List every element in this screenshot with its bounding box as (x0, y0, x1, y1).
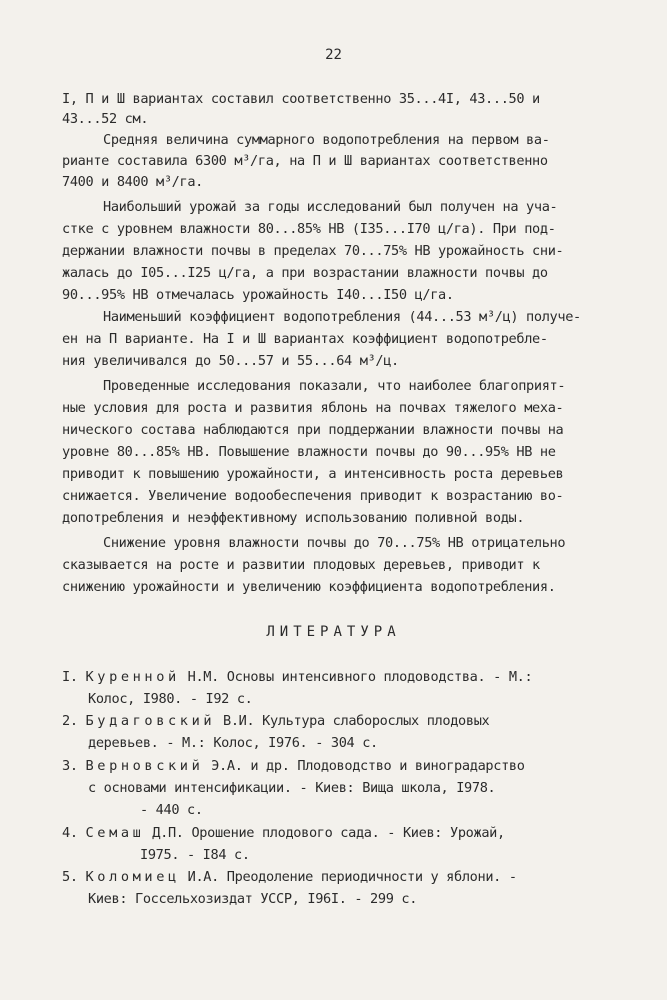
body-line: Проведенные исследования показали, что наиболее благоприят- (103, 378, 566, 394)
reference-number: 5. (62, 869, 78, 885)
reference-author: Коломиец (85, 869, 180, 885)
reference-text: Д.П. Орошение плодового сада. - Киев: Урожай, (152, 825, 505, 841)
page-number: 22 (325, 47, 342, 63)
reference-author: Куренной (85, 669, 180, 685)
reference-item (62, 711, 489, 731)
reference-item (62, 823, 505, 843)
reference-item (62, 867, 517, 887)
body-line: Средняя величина суммарного водопотребления на первом ва- (103, 132, 550, 148)
reference-author: Семаш (85, 825, 145, 841)
body-line: 90...95% НВ отмечалась урожайность I40...I50 ц/га. (62, 287, 454, 303)
reference-continuation: - 440 с. (140, 802, 203, 818)
references-heading: ЛИТЕРАТУРА (266, 624, 401, 640)
reference-number: I. (62, 669, 78, 685)
reference-continuation: с основами интенсификации. - Киев: Вища школа, I978. (88, 780, 496, 796)
body-line: снижению урожайности и увеличению коэффициента водопотребления. (62, 579, 556, 595)
body-line: 43...52 см. (62, 111, 149, 127)
body-line: рианте составила 6300 м³/га, на П и Ш вариантах соответственно (62, 153, 548, 169)
reference-continuation: I975. - I84 с. (140, 847, 250, 863)
body-line: приводит к повышению урожайности, а интенсивность роста деревьев (62, 466, 564, 482)
reference-number: 4. (62, 825, 78, 841)
reference-number: 3. (62, 758, 78, 774)
body-line: сказывается на росте и развитии плодовых деревьев, приводит к (62, 557, 540, 573)
body-line: ные условия для роста и развития яблонь на почвах тяжелого меха- (62, 400, 564, 416)
body-line: 7400 и 8400 м³/га. (62, 174, 204, 190)
reference-text: Н.М. Основы интенсивного плодоводства. - М.: (187, 669, 533, 685)
body-line: ен на П варианте. На I и Ш вариантах коэффициент водопотребле- (62, 331, 548, 347)
body-line: держании влажности почвы в пределах 70...75% НВ урожайность сни- (62, 243, 564, 259)
reference-number: 2. (62, 713, 78, 729)
reference-continuation: Колос, I980. - I92 с. (88, 691, 253, 707)
body-line: жалась до I05...I25 ц/га, а при возрастании влажности почвы до (62, 265, 548, 281)
body-line: ния увеличивался до 50...57 и 55...64 м³/ц. (62, 353, 399, 369)
reference-text: Э.А. и др. Плодоводство и виноградарство (211, 758, 525, 774)
body-line: Наибольший урожай за годы исследований был получен на уча- (103, 199, 558, 215)
body-line: уровне 80...85% НВ. Повышение влажности почвы до 90...95% НВ не (62, 444, 556, 460)
body-line: Снижение уровня влажности почвы до 70...75% НВ отрицательно (103, 535, 566, 551)
reference-continuation: Киев: Госсельхозиздат УССР, I96I. - 299 с. (88, 891, 418, 907)
body-line: снижается. Увеличение водообеспечения приводит к возрастанию во- (62, 488, 564, 504)
body-line: нического состава наблюдаются при поддержании влажности почвы на (62, 422, 564, 438)
reference-item (62, 667, 532, 687)
body-line: стке с уровнем влажности 80...85% НВ (I35...I70 ц/га). При под- (62, 221, 556, 237)
reference-author: Будаговский (85, 713, 216, 729)
reference-text: И.А. Преодоление периодичности у яблони. - (187, 869, 517, 885)
reference-continuation: деревьев. - М.: Колос, I976. - 304 с. (88, 735, 378, 751)
body-line: I, П и Ш вариантах составил соответственно 35...4I, 43...50 и (62, 91, 540, 107)
body-line: допотребления и неэффективному использованию поливной воды. (62, 510, 525, 526)
reference-author: Верновский (85, 758, 204, 774)
body-line: Наименьший коэффициент водопотребления (44...53 м³/ц) получе- (103, 309, 581, 325)
reference-item (62, 756, 525, 776)
reference-text: В.И. Культура слаборослых плодовых (223, 713, 490, 729)
